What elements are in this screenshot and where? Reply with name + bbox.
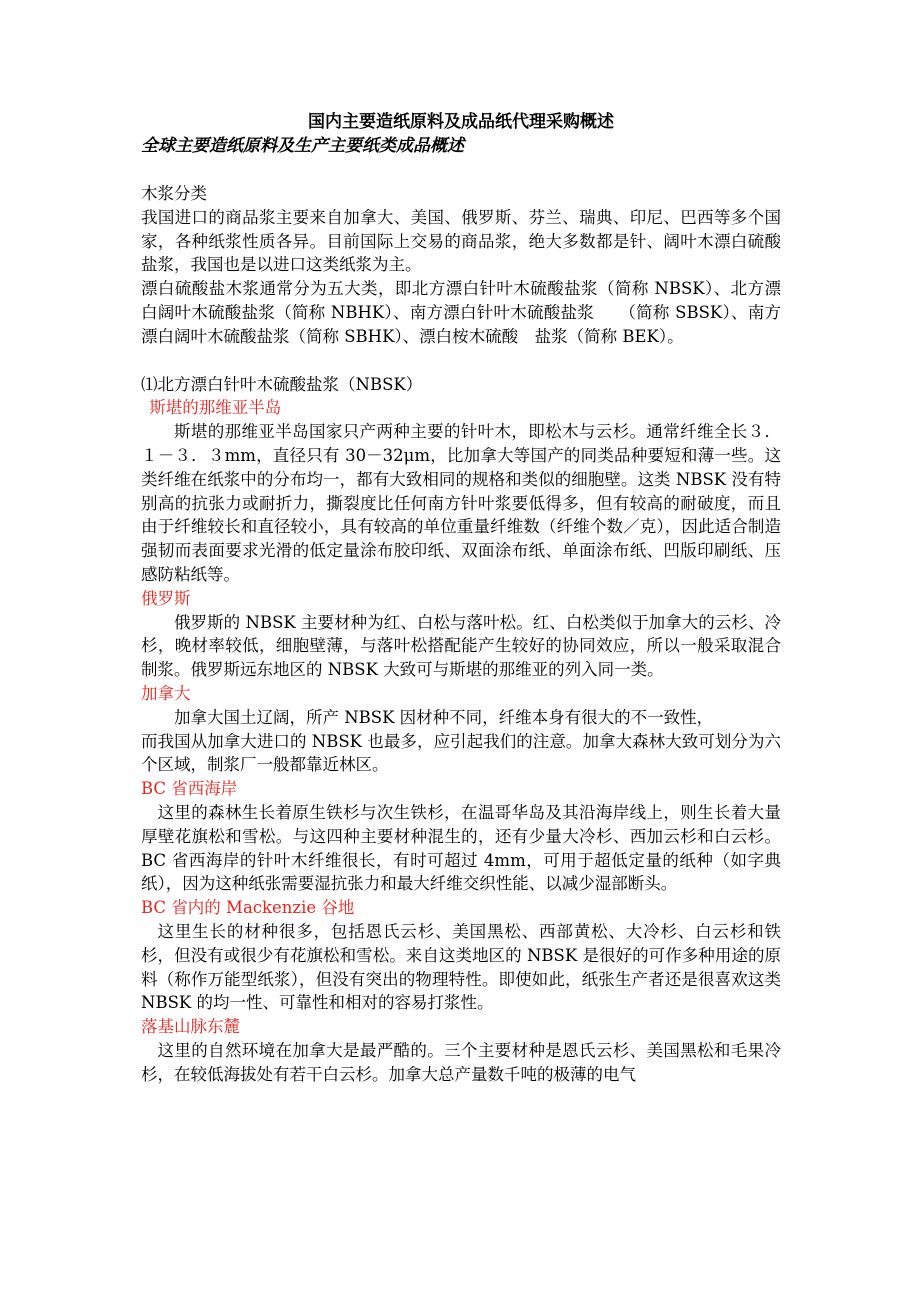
region-heading-bc-west-coast: BC 省西海岸 bbox=[141, 779, 238, 799]
paragraph-import: 我国进口的商品浆主要来自加拿大、美国、俄罗斯、芬兰、瑞典、印尼、巴西等多个国家，各种纸浆性质各异。目前国际上交易的商品浆，绝大多数都是针、阔叶木漂白硫酸盐浆，我国也是以进口这类纸浆为主。 bbox=[141, 207, 781, 275]
document-subtitle: 全球主要造纸原料及生产主要纸类成品概述 bbox=[141, 136, 464, 156]
paragraph-canada-2: 而我国从加拿大进口的 NBSK 也最多，应引起我们的注意。加拿大森林大致可划分为六个区域，制浆厂一般都靠近林区。 bbox=[141, 731, 781, 775]
region-heading-scandinavia: 斯堪的那维亚半岛 bbox=[149, 398, 282, 418]
paragraph-classification: 漂白硫酸盐木浆通常分为五大类，即北方漂白针叶木硫酸盐浆（简称 NBSK）、北方漂白阔叶木硫酸盐浆（简称 NBHK）、南方漂白针叶木硫酸盐浆 （简称 SBSK）、南方漂白阔叶木硫酸盐浆（简称 SBHK）、漂白桉木硫酸 盐浆（简称 BEK）。 bbox=[141, 279, 781, 346]
section-heading-nbsk: ⑴北方漂白针叶木硫酸盐浆（NBSK） bbox=[141, 374, 423, 394]
region-heading-mackenzie: BC 省内的 Mackenzie 谷地 bbox=[141, 898, 355, 918]
region-heading-russia: 俄罗斯 bbox=[141, 588, 191, 608]
document-title: 国内主要造纸原料及成品纸代理采购概述 bbox=[308, 112, 614, 132]
paragraph-russia: 俄罗斯的 NBSK 主要材种为红、白松与落叶松。红、白松类似于加拿大的云杉、冷杉，晚材率较低，细胞壁薄，与落叶松搭配能产生较好的协同效应，所以一般采取混合制浆。俄罗斯远东地区的 NBSK 大致可与斯堪的那维亚的列入同一类。 bbox=[141, 612, 781, 680]
section-heading-pulp: 木浆分类 bbox=[141, 184, 207, 203]
region-heading-rockies: 落基山脉东麓 bbox=[141, 1017, 240, 1037]
paragraph-canada-1: 加拿大国土辽阔，所产 NBSK 因材种不同，纤维本身有很大的不一致性， bbox=[174, 707, 714, 727]
paragraph-bc-west-coast: 这里的森林生长着原生铁杉与次生铁杉，在温哥华岛及其沿海岸线上，则生长着大量厚壁花旗松和雪松。与这四种主要材种混生的，还有少量大冷杉、西加云杉和白云杉。BC 省西海岸的针叶木纤维很长，有时可超过 4mm，可用于超低定量的纸种（如字典纸），因为这种纸张需要湿抗张力和最大纤维交织性能、以减少湿部断头。 bbox=[141, 802, 781, 894]
region-heading-canada: 加拿大 bbox=[141, 683, 191, 703]
paragraph-rockies: 这里的自然环境在加拿大是最严酷的。三个主要材种是恩氏云杉、美国黑松和毛果冷杉，在较低海拔处有若干白云杉。加拿大总产量数千吨的极薄的电气 bbox=[141, 1040, 781, 1084]
paragraph-mackenzie: 这里生长的材种很多，包括恩氏云杉、美国黑松、西部黄松、大冷杉、白云杉和铁杉，但没有或很少有花旗松和雪松。来自这类地区的 NBSK 是很好的可作多种用途的原料（称作万能型纸浆），但没有突出的物理特性。即使如此，纸张生产者还是很喜欢这类 NBSK 的均一性、可靠性和相对的容易打浆性。 bbox=[141, 921, 781, 1013]
document-page bbox=[141, 110, 781, 1086]
paragraph-scandinavia: 斯堪的那维亚半岛国家只产两种主要的针叶木，即松木与云杉。通常纤维全长３．１－３．３mm，直径只有 30－32μm，比加拿大等国产的同类品种要短和薄一些。这类纤维在纸浆中的分布均一，都有大致相同的规格和类似的细胞壁。这类 NBSK 没有特别高的抗张力或耐折力，撕裂度比任何南方针叶浆要低得多，但有较高的耐破度，而且由于纤维较长和直径较小，具有较高的单位重量纤维数（纤维个数／克），因此适合制造强韧而表面要求光滑的低定量涂布胶印纸、双面涂布纸、单面涂布纸、凹版印刷纸、压感防粘纸等。 bbox=[141, 422, 781, 584]
